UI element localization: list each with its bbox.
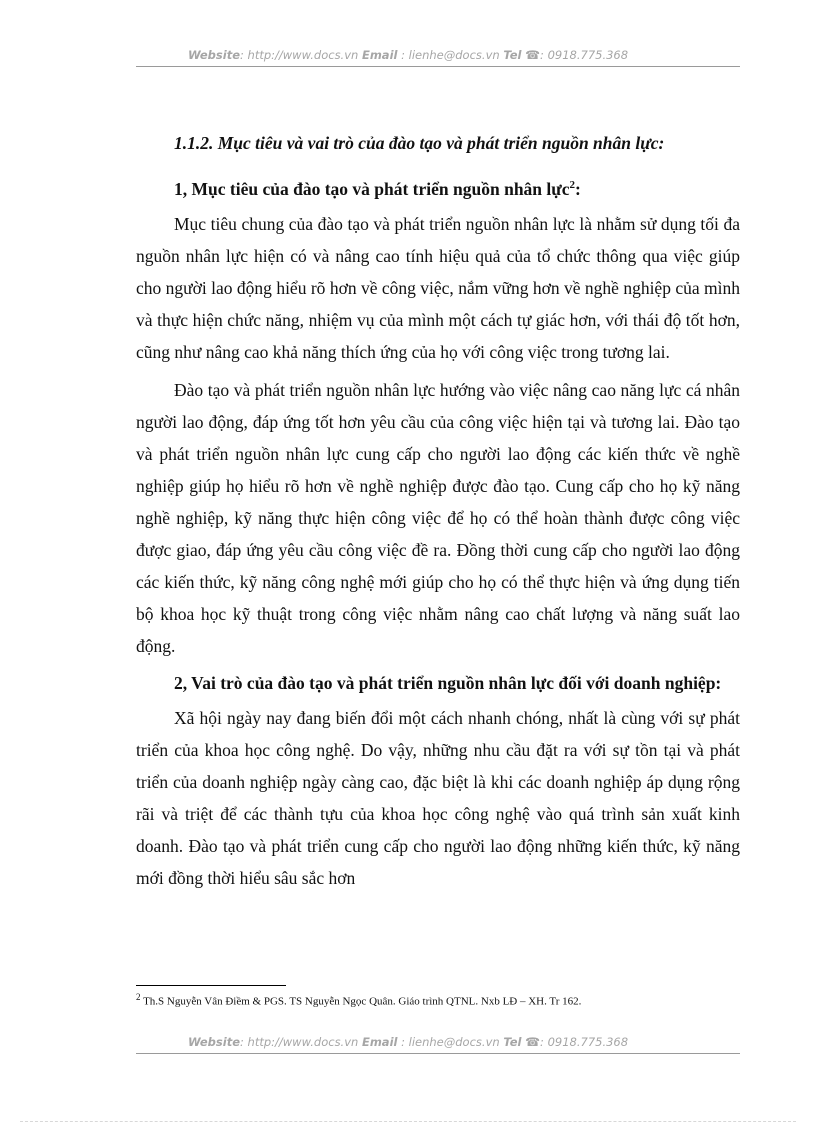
header-website-label: Website [187,48,241,62]
document-body [136,128,740,900]
header-website-value: : http://www.docs.vn [240,48,359,62]
footnote-mark: 2 [136,992,141,1002]
page-boundary [20,1121,796,1122]
subsection-1-heading-text: 1, Mục tiêu của đào tạo và phát triển nguồn nhân lực [174,178,570,199]
subsection-1-heading [136,170,740,204]
footnote-text: Th.S Nguyễn Vân Điềm & PGS. TS Nguyễn Ngọc Quân. Giáo trình QTNL. Nxb LĐ – XH. Tr 162. [143,995,582,1008]
page-header [0,48,816,62]
header-tel-label: Tel [503,48,522,62]
header-email-label: Email [361,48,398,62]
footnote-reference: 2 [569,179,576,191]
footnote-separator [136,985,286,986]
subsection-2-heading: 2, Vai trò của đào tạo và phát triển nguồn nhân lực đối với doanh nghiệp: [174,672,722,693]
phone-icon: ☎ [525,48,541,62]
phone-icon: ☎ [525,1035,541,1049]
footer-tel-value: : 0918.775.368 [540,1035,629,1049]
paragraph: Đào tạo và phát triển nguồn nhân lực hướng vào việc nâng cao năng lực cá nhân người lao động, đáp ứng tốt hơn yêu cầu của công việc hiện tại và tương lai. Đào tạo và phát triển nguồn nhân lực cung cấp cho người lao động các kiến thức về nghề nghiệp giúp họ hiểu rõ hơn về nghề nghiệp được đào tạo. Cung cấp cho họ kỹ năng nghề nghiệp, kỹ năng thực hiện công việc để họ có thể hoàn thành được công việc được giao, đáp ứng yêu cầu công việc đề ra. Đồng thời cung cấp cho người lao động các kiến thức, kỹ năng công nghệ mới giúp cho họ có thể thực hiện và ứng dụng tiến bộ khoa học kỹ thuật trong công việc nhằm nâng cao chất lượng và năng suất lao động. [136,379,740,656]
header-tel-value: : 0918.775.368 [540,48,629,62]
paragraph: Xã hội ngày nay đang biến đổi một cách nhanh chóng, nhất là cùng với sự phát triển của khoa học công nghệ. Do vậy, những nhu cầu đặt ra với sự tồn tại và phát triển của doanh nghiệp ngày càng cao, đặc biệt là khi các doanh nghiệp áp dụng rộng rãi và triệt để các thành tựu của khoa học công nghệ vào quá trình sản xuất kinh doanh. Đào tạo và phát triển cung cấp cho người lao động những kiến thức, kỹ năng mới đồng thời hiểu sâu sắc hơn [136,707,740,888]
header-rule [136,66,740,67]
page-footer [0,1035,816,1049]
footer-email-value: : lienhe@docs.vn [401,1035,500,1049]
subsection-1-heading-tail: : [575,178,581,199]
paragraph: Mục tiêu chung của đào tạo và phát triển nguồn nhân lực là nhằm sử dụng tối đa nguồn nhân lực hiện có và nâng cao tính hiệu quả của tổ chức thông qua việc giúp cho người lao động hiểu rõ hơn về công việc, nắm vững hơn về nghề nghiệp của mình và thực hiện chức năng, nhiệm vụ của mình một cách tự giác hơn, với thái độ tốt hơn, cũng như nâng cao khả năng thích ứng của họ với công việc trong tương lai. [136,213,740,362]
footer-website-value: : http://www.docs.vn [240,1035,359,1049]
footer-rule [136,1053,740,1054]
footer-website-label: Website [187,1035,241,1049]
section-heading: 1.1.2. Mục tiêu và vai trò của đào tạo và phát triển nguồn nhân lực: [174,133,665,153]
header-email-value: : lienhe@docs.vn [401,48,500,62]
footnote [136,992,740,1008]
footer-email-label: Email [361,1035,398,1049]
footer-tel-label: Tel [503,1035,522,1049]
